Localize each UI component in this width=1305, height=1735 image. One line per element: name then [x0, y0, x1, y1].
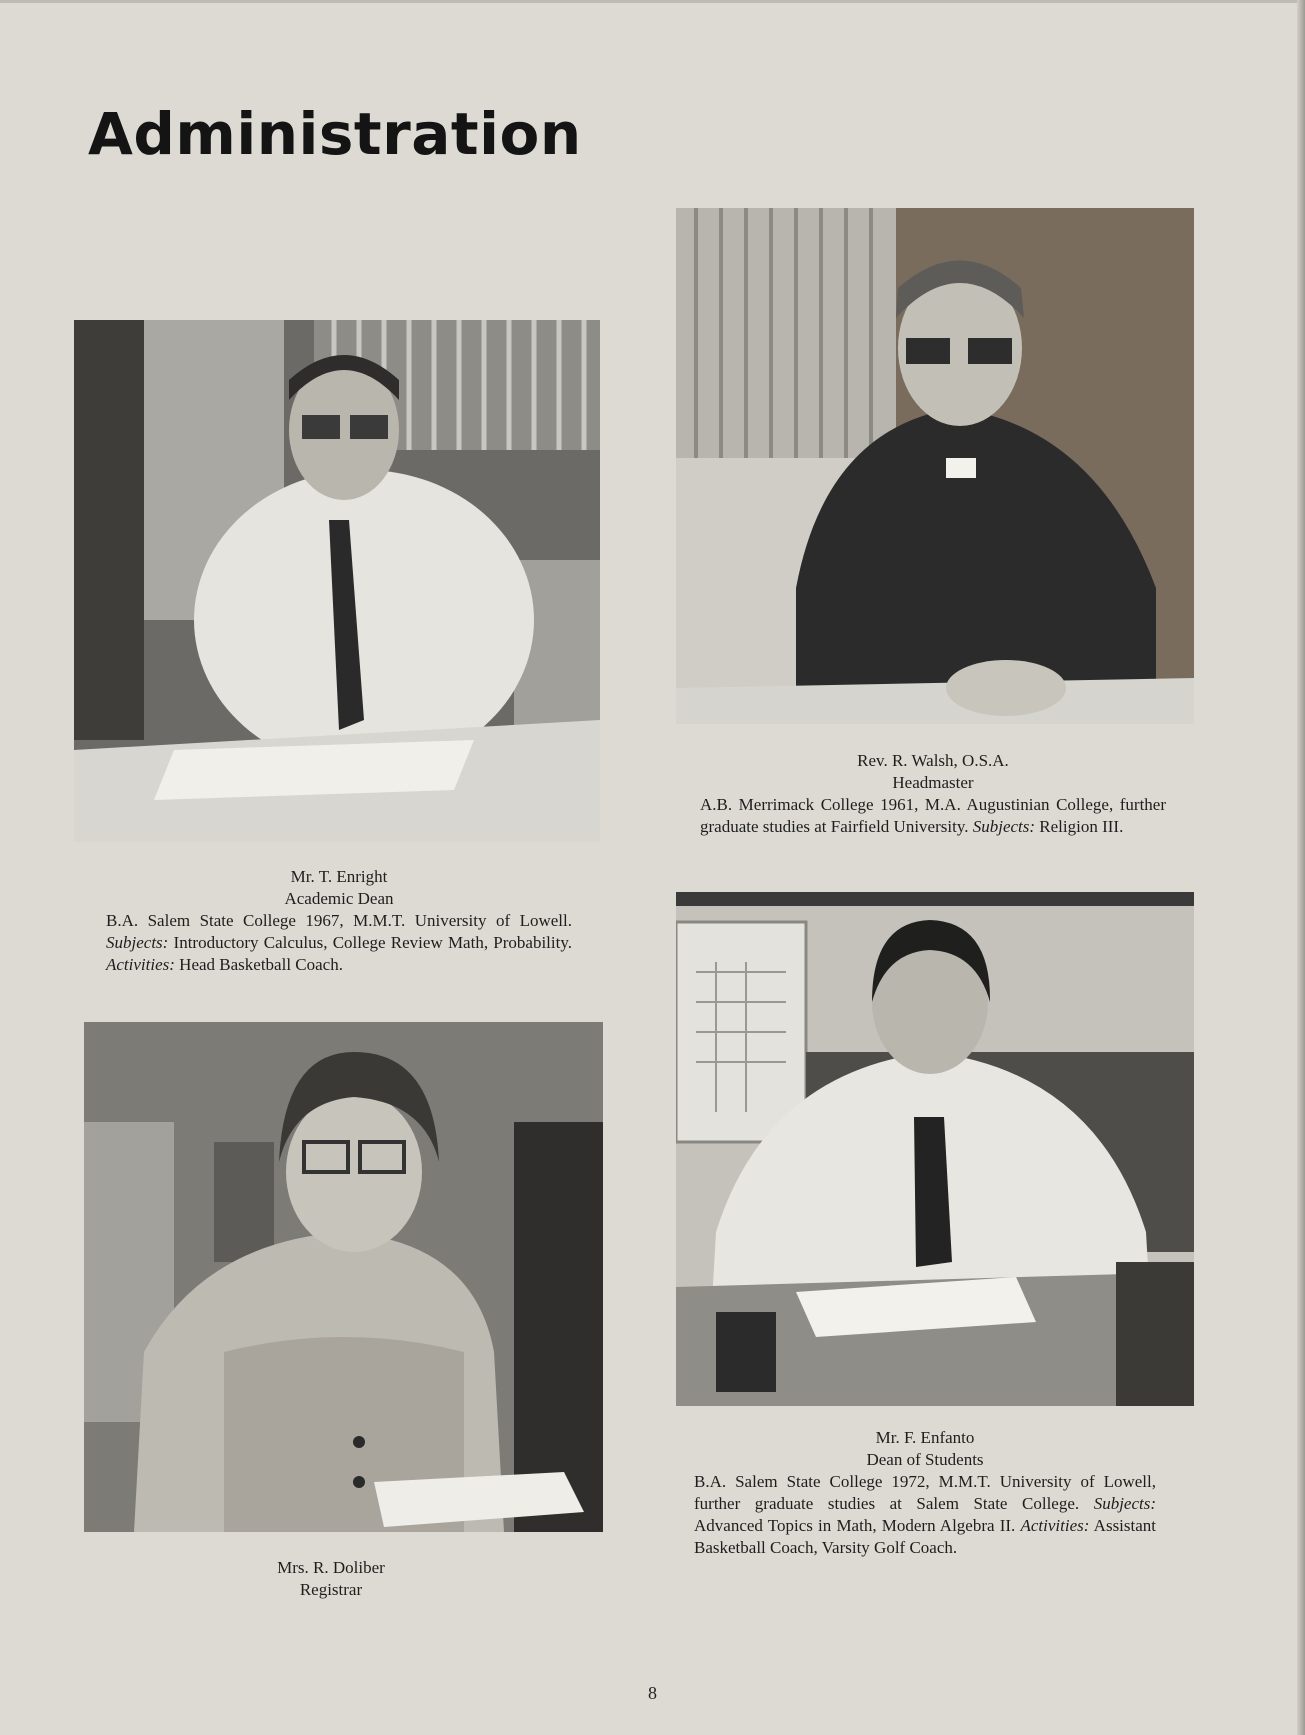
- staff-role: Academic Dean: [284, 889, 394, 908]
- staff-bio: B.A. Salem State College 1972, M.M.T. University of Lowell, further graduate studies at Salem State College. Subjects: Advanced Topics in Math, Modern Algebra II. Activities: Assistant Basketball Coach, Varsity Golf Coach.: [694, 1472, 1157, 1557]
- staff-name: Mrs. R. Doliber: [277, 1558, 385, 1577]
- caption-doliber: [206, 1557, 456, 1601]
- caption-enright: [106, 866, 572, 976]
- photo-enright: [74, 320, 600, 842]
- staff-role: Dean of Students: [866, 1450, 984, 1469]
- photo-walsh: [676, 208, 1194, 724]
- page-right-edge: [1297, 0, 1305, 1735]
- staff-name: Mr. F. Enfanto: [875, 1428, 975, 1447]
- caption-walsh: [700, 750, 1166, 838]
- photo-enfanto: [676, 892, 1194, 1406]
- staff-name: Rev. R. Walsh, O.S.A.: [857, 751, 1009, 770]
- staff-name: Mr. T. Enright: [290, 867, 388, 886]
- staff-bio: B.A. Salem State College 1967, M.M.T. University of Lowell. Subjects: Introductory Calculus, College Review Math, Probability. Activities: Head Basketball Coach.: [106, 911, 572, 974]
- staff-bio: A.B. Merrimack College 1961, M.A. Augustinian College, further graduate studies at Fairfield University. Subjects: Religion III.: [700, 795, 1166, 836]
- caption-enfanto: [694, 1427, 1156, 1559]
- staff-role: Registrar: [299, 1580, 363, 1599]
- page-number: 8: [648, 1683, 657, 1703]
- staff-role: Headmaster: [892, 773, 974, 792]
- page-top-edge: [0, 0, 1305, 3]
- photo-doliber: [84, 1022, 603, 1532]
- page-title: Administration: [88, 100, 582, 168]
